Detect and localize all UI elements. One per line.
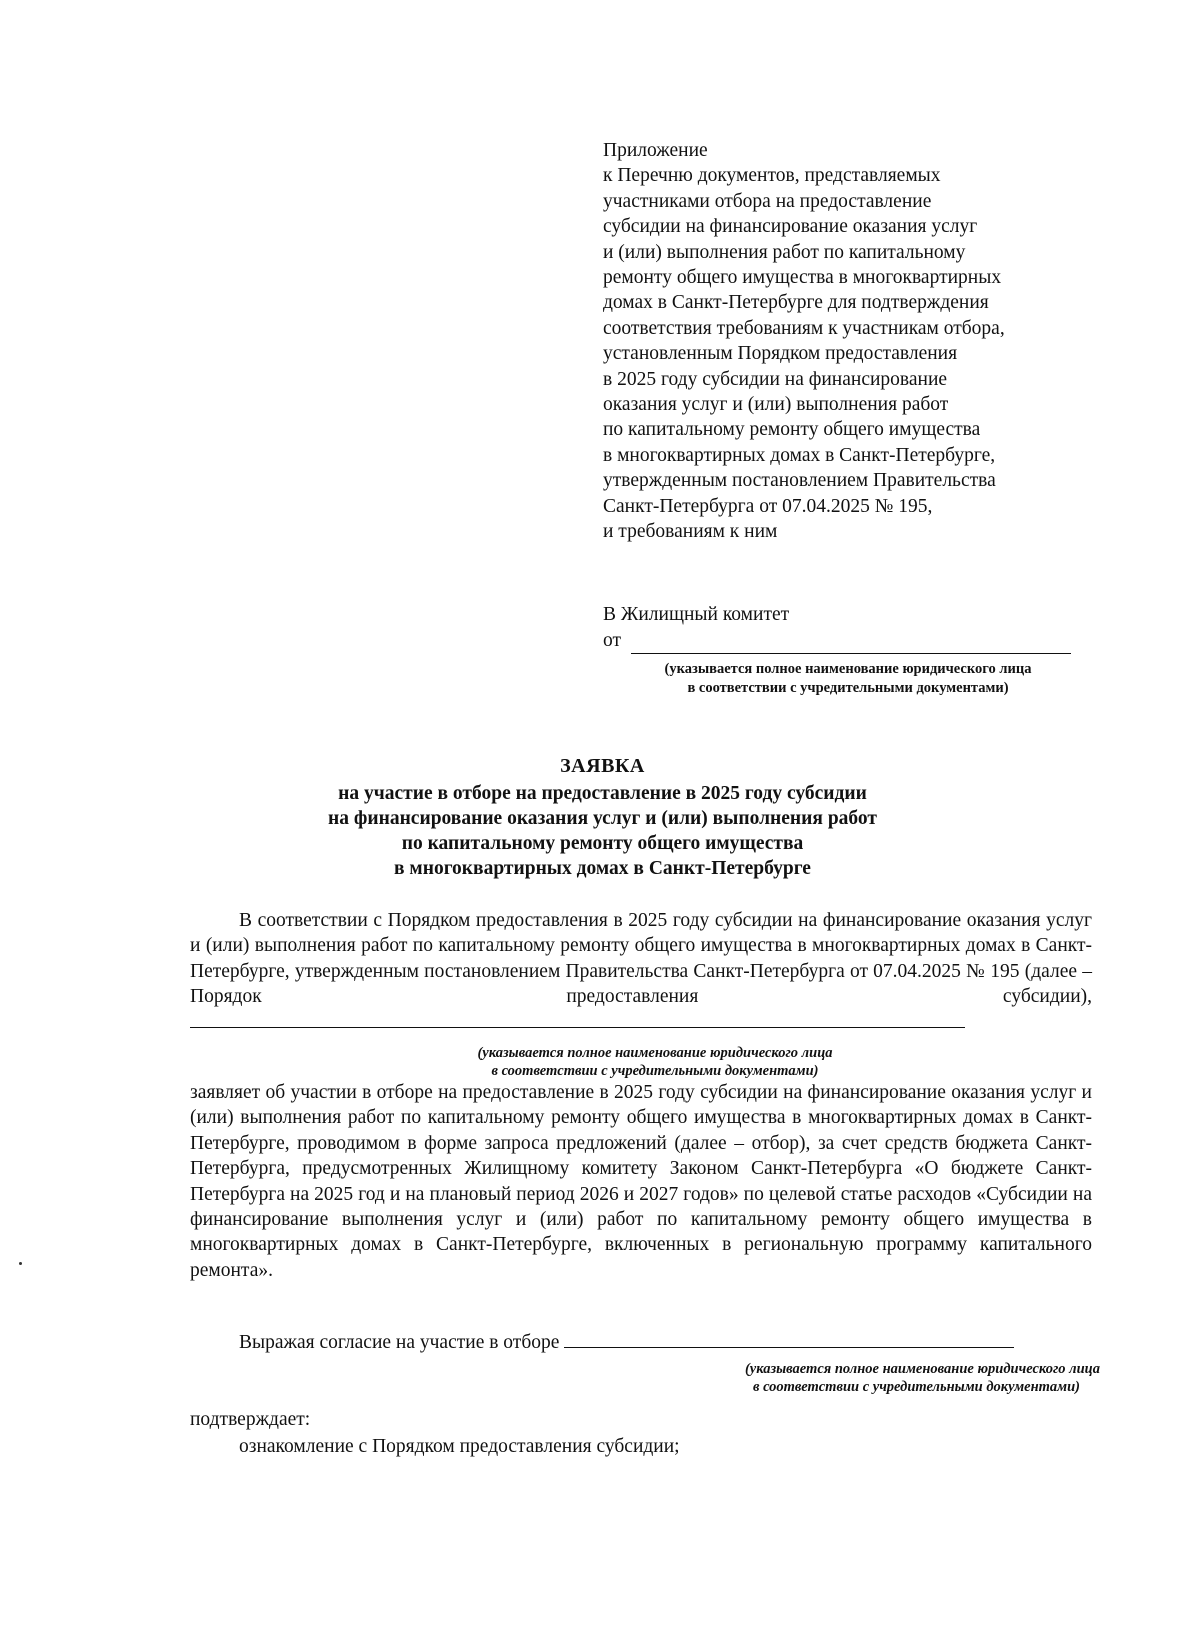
hint-line: в соответствии с учредительными документами)	[752, 1379, 1080, 1395]
appendix-line: домах в Санкт-Петербурге для подтверждения	[603, 292, 989, 314]
hint-line: в соответствии с учредительными документами)	[491, 1063, 819, 1079]
appendix-line: соответствия требованиям к участникам отбора,	[603, 317, 1005, 339]
appendix-line: установленным Порядком предоставления	[603, 343, 958, 365]
appendix-line: Приложение	[603, 140, 708, 161]
from-hint	[603, 660, 1093, 698]
appendix-line: к Перечню документов, представляемых	[603, 165, 941, 187]
appendix-line: оказания услуг и (или) выполнения работ	[603, 394, 949, 416]
from-line	[603, 628, 1093, 654]
appendix-line: и требованиям к ним	[603, 521, 778, 543]
appendix-line: утвержденным постановлением Правительства	[603, 470, 996, 492]
title-line: на финансирование оказания услуг и (или) выполнения работ	[328, 808, 877, 829]
from-label: от	[603, 630, 622, 651]
title-line: на участие в отборе на предоставление в 2025 году субсидии	[338, 783, 867, 804]
appendix-line: участниками отбора на предоставление	[603, 190, 932, 212]
appendix-header	[603, 138, 1123, 545]
title-main: ЗАЯВКА	[560, 755, 645, 777]
confirms-text: подтверждает:	[190, 1409, 311, 1430]
paragraph-intro-text	[190, 908, 1092, 1035]
appendix-line: по капитальному ремонту общего имущества	[603, 419, 981, 441]
confirms-label	[190, 1407, 1092, 1432]
appendix-line: в 2025 году субсидии на финансирование	[603, 368, 948, 390]
org-name-fill-line	[190, 1013, 965, 1028]
from-hint-line: в соответствии с учредительными документами)	[687, 680, 1009, 696]
scan-speck	[19, 1262, 22, 1265]
org-name-hint	[420, 1044, 890, 1080]
addressee-block	[603, 602, 1093, 698]
hint-line: (указывается полное наименование юридического лица	[744, 1361, 1100, 1377]
title-line: в многоквартирных домах в Санкт-Петербурге	[394, 858, 811, 879]
paragraph-consent	[190, 1330, 1092, 1355]
para1-text: В соответствии с Порядком предоставления в 2025 году субсидии на финансирование оказания услуг и (или) выполнения работ по капитальному ремонту общего имущества в многоквартирных домах в Санкт-Петербурге, утвержденным постановлением Правительства Санкт-Петербурга от 07.04.2025 № 195 (далее – Порядок предоставления субсидии),	[190, 910, 1092, 1008]
hint-line: (указывается полное наименование юридического лица	[477, 1045, 833, 1061]
appendix-line: субсидии на финансирование оказания услуг	[603, 216, 978, 238]
appendix-line: Санкт-Петербурга от 07.04.2025 № 195,	[603, 495, 933, 517]
paragraph-declaration	[190, 1080, 1092, 1283]
consent-fill-line	[564, 1333, 1014, 1348]
from-hint-line: (указывается полное наименование юридического лица	[664, 661, 1032, 677]
appendix-line: в многоквартирных домах в Санкт-Петербурге,	[603, 444, 996, 466]
confirm-item	[190, 1434, 1092, 1459]
consent-hint	[630, 1360, 1100, 1396]
document-title	[180, 754, 1025, 881]
paragraph-consent-text	[190, 1330, 1092, 1355]
para3-text: Выражая согласие на участие в отборе	[239, 1332, 560, 1353]
paragraph-intro	[190, 908, 1092, 1035]
appendix-line: и (или) выполнения работ по капитальному	[603, 241, 966, 263]
confirm-item-text: ознакомление с Порядком предоставления субсидии;	[239, 1436, 680, 1457]
para2-text: заявляет об участии в отборе на предоставление в 2025 году субсидии на финансирование оказания услуг и (или) выполнения работ по капитальному ремонту общего имущества в многоквартирных домах в Санкт-Петербурге, проводимом в форме запроса предложений (далее – отбор), за счет средств бюджета Санкт-Петербурга, предусмотренных Жилищному комитету Законом Санкт-Петербурга «О бюджете Санкт-Петербурга на 2025 год и на плановый период 2026 и 2027 годов» по целевой статье расходов «Субсидии на финансирование выполнения услуг и (или) работ по капитальному ремонту общего имущества в многоквартирных домах в Санкт-Петербурге, включенных в региональную программу капитального ремонта».	[190, 1082, 1092, 1281]
title-line: по капитальному ремонту общего имущества	[401, 833, 804, 854]
appendix-line: ремонту общего имущества в многоквартирных	[603, 267, 1002, 289]
addressee-to: В Жилищный комитет	[603, 604, 790, 625]
from-fill-line	[631, 634, 1071, 654]
